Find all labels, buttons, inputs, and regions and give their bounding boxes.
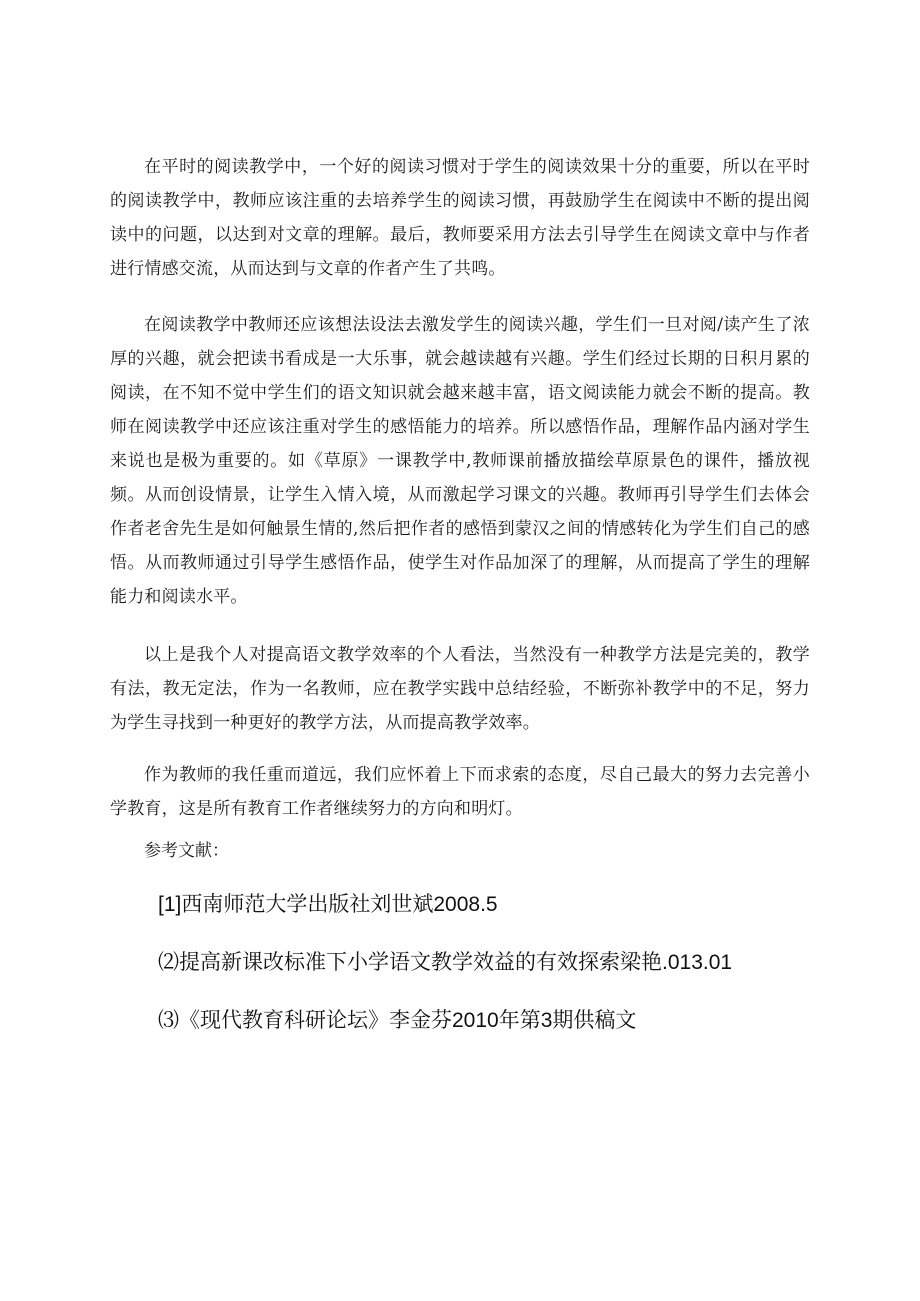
body-paragraph-3: 以上是我个人对提高语文教学效率的个人看法，当然没有一种教学方法是完美的，教学有法，教无定法，作为一名教师，应在教学实践中总结经验，不断弥补教学中的不足，努力为学生寻找到一种更好的教学方法，从而提高教学效率。 xyxy=(110,645,810,733)
reference-item-1: [1]西南师范大学出版社刘世斌2008.5 xyxy=(158,893,498,916)
reference-item-3: ⑶《现代教育科研论坛》李金芬2010年第3期供稿文 xyxy=(158,1009,637,1032)
body-paragraph-1: 在平时的阅读教学中，一个好的阅读习惯对于学生的阅读效果十分的重要，所以在平时的阅读教学中，教师应该注重的去培养学生的阅读习惯，再鼓励学生在阅读中不断的提出阅读中的问题，以达到对文章的理解。最后，教师要采用方法去引导学生在阅读文章中与作者进行情感交流，从而达到与文章的作者产生了共鸣。 xyxy=(110,157,810,279)
body-paragraph-2: 在阅读教学中教师还应该想法设法去激发学生的阅读兴趣，学生们一旦对阅/读产生了浓厚的兴趣，就会把读书看成是一大乐事，就会越读越有兴趣。学生们经过长期的日积月累的阅读，在不知不觉中学生们的语文知识就会越来越丰富，语文阅读能力就会不断的提高。教师在阅读教学中还应该注重对学生的感悟能力的培养。所以感悟作品，理解作品内涵对学生来说也是极为重要的。如《草原》一课教学中,教师课前播放描绘草原景色的课件，播放视频。从而创设情景，让学生入情入境，从而激起学习课文的兴趣。教师再引导学生们去体会作者老舍先生是如何触景生情的,然后把作者的感悟到蒙汉之间的情感转化为学生们自己的感悟。从而教师通过引导学生感悟作品，使学生对作品加深了的理解，从而提高了学生的理解能力和阅读水平。 xyxy=(110,315,810,607)
document-page xyxy=(110,150,810,1064)
body-paragraph-4: 作为教师的我任重而道远，我们应怀着上下而求索的态度，尽自己最大的努力去完善小学教育，这是所有教育工作者继续努力的方向和明灯。 xyxy=(110,765,810,819)
references-heading: 参考文献： xyxy=(144,841,229,861)
reference-item-2: ⑵提高新课改标准下小学语文教学效益的有效探索梁艳.013.01 xyxy=(158,951,733,974)
